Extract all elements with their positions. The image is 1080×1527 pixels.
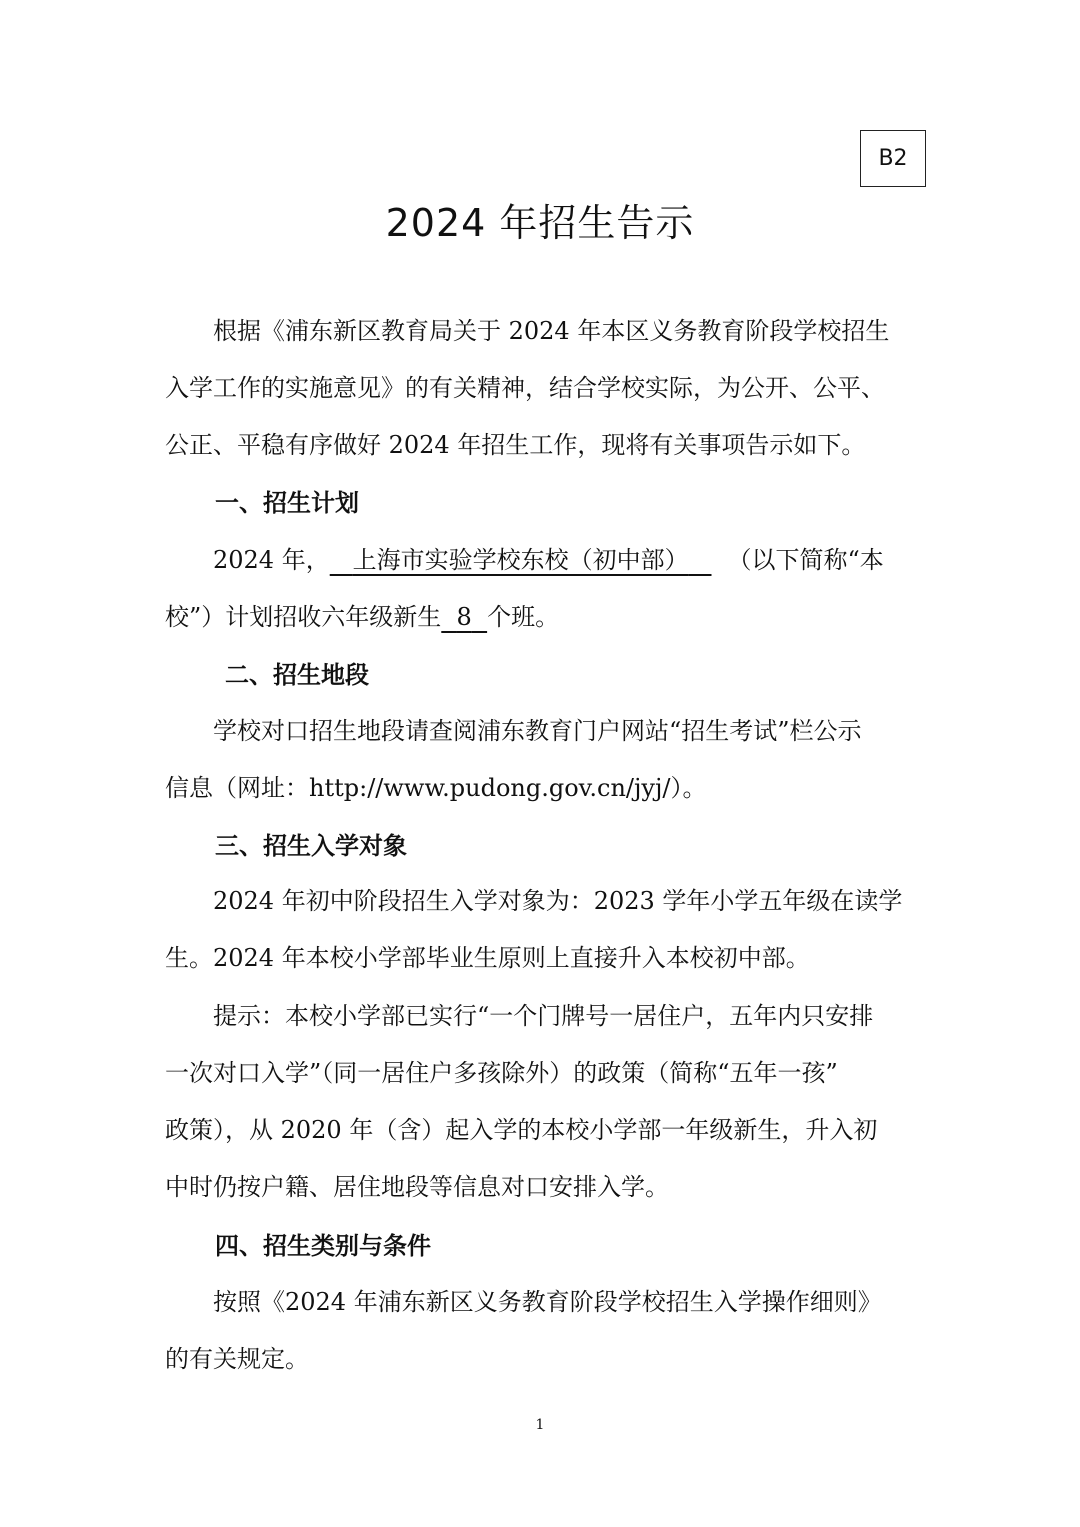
section-3-p1-line-2: 生。2024 年本校小学部毕业生原则上直接升入本校初中部。 — [165, 944, 810, 972]
section-2-line-1: 学校对口招生地段请查阅浦东教育门户网站“招生考试”栏公示 — [213, 717, 862, 745]
abbreviation-note: （以下简称“本 — [727, 546, 884, 574]
section-3-p2-line-3: 政策），从 2020 年（含）起入学的本校小学部一年级新生，升入初 — [165, 1116, 878, 1144]
section-3-p1-line-1: 2024 年初中阶段招生入学对象为：2023 学年小学五年级在读学 — [213, 887, 903, 915]
section-3-p2-line-2: 一次对口入学”（同一居住户多孩除外）的政策（简称“五年一孩” — [165, 1059, 838, 1087]
document-code-badge: B2 — [860, 130, 926, 187]
section-1-line-2 — [165, 600, 925, 634]
intro-line-2: 入学工作的实施意见》的有关精神，结合学校实际，为公开、公平、 — [165, 374, 885, 402]
section-1-heading: 一、招生计划 — [215, 489, 359, 517]
intro-line-1: 根据《浦东新区教育局关于 2024 年本区义务教育阶段学校招生 — [213, 317, 890, 345]
section-2-line-2: 信息（网址：http://www.pudong.gov.cn/jyj/）。 — [165, 774, 707, 802]
section-2-heading: 二、招生地段 — [225, 661, 369, 689]
section-3-heading: 三、招生入学对象 — [215, 832, 407, 860]
section-3-p2-line-4: 中时仍按户籍、居住地段等信息对口安排入学。 — [165, 1173, 669, 1201]
class-count: 8 — [456, 603, 472, 631]
section-1-line-1 — [165, 543, 973, 577]
class-unit: 个班。 — [487, 603, 560, 631]
enrollment-year-prefix: 2024 年， — [213, 546, 330, 574]
enrollment-plan-text: 校”）计划招收六年级新生 — [165, 603, 442, 631]
intro-line-3: 公正、平稳有序做好 2024 年招生工作，现将有关事项告示如下。 — [165, 431, 866, 459]
section-3-p2-line-1: 提示：本校小学部已实行“一个门牌号一居住户，五年内只安排 — [213, 1002, 874, 1030]
section-4-line-1: 按照《2024 年浦东新区义务教育阶段学校招生入学操作细则》 — [213, 1288, 882, 1316]
section-4-line-2: 的有关规定。 — [165, 1345, 309, 1373]
section-4-heading: 四、招生类别与条件 — [215, 1232, 431, 1260]
school-name: 上海市实验学校东校（初中部） — [352, 546, 689, 574]
page-number: 1 — [535, 1417, 545, 1433]
document-title: 2024 年招生告示 — [385, 201, 695, 245]
